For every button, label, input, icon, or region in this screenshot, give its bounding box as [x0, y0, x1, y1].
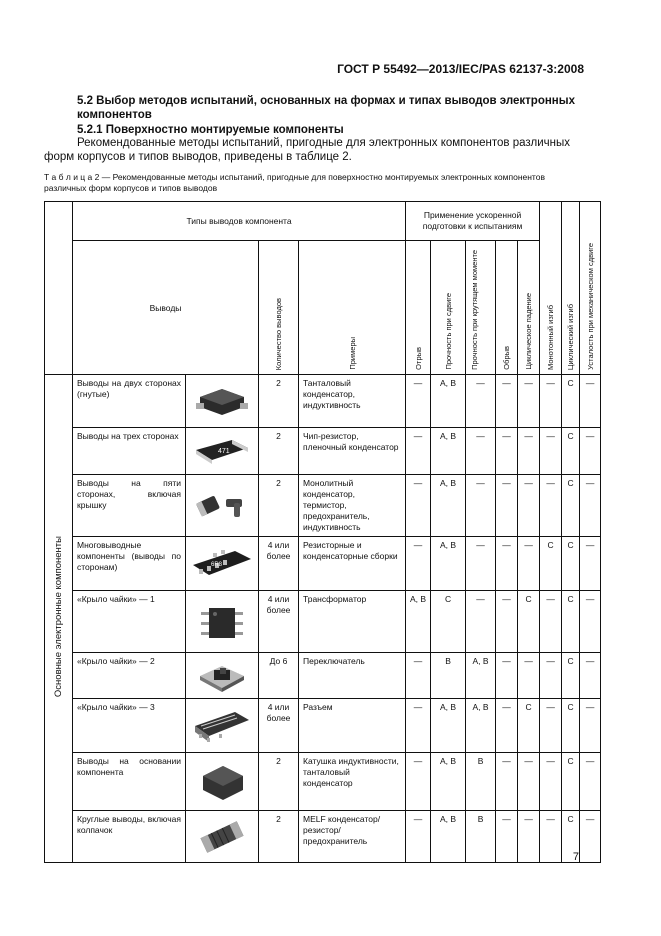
method-cell: — [406, 375, 431, 428]
method-cell: — [496, 375, 518, 428]
method-cell: C [540, 537, 562, 591]
table-row [45, 475, 601, 537]
group-label: Основные электронные компоненты [53, 535, 64, 698]
switch-icon [186, 656, 258, 696]
method-cell: — [580, 753, 601, 811]
method-cell: C [562, 537, 580, 591]
accelerated-prep-header: Применение ускоренной подготовки к испытаниям [406, 202, 540, 241]
header-cyclic-bend: Циклический изгиб [566, 303, 576, 370]
lead-type-cell: «Крыло чайки» — 1 [73, 591, 186, 653]
example-cell: Переключатель [299, 653, 406, 699]
lead-types-header: Типы выводов компонента [73, 202, 406, 241]
method-cell: — [406, 653, 431, 699]
method-cell: — [540, 653, 562, 699]
method-cell: — [406, 753, 431, 811]
example-cell: MELF конденсатор/резистор/предохранитель [299, 811, 406, 863]
test-methods-table [44, 201, 601, 863]
example-cell: Катушка индуктивности, танталовый конденсатор [299, 753, 406, 811]
lead-count-cell: 2 [259, 475, 299, 537]
method-cell: — [496, 811, 518, 863]
method-cell: — [466, 591, 496, 653]
section-heading-5-2: 5.2 Выбор методов испытаний, основанных на формах и типах выводов электронных компонентов [77, 95, 575, 121]
lead-type-cell: Многовыводные компоненты (выводы по сторонам) [73, 537, 186, 591]
chip-resistor-icon [186, 436, 258, 466]
method-cell: C [562, 475, 580, 537]
header-examples: Примеры [347, 337, 357, 370]
method-cell: B [466, 753, 496, 811]
method-cell: C [431, 591, 466, 653]
tantalum-capacitor-icon [186, 383, 258, 419]
method-cell: C [562, 653, 580, 699]
table-row [45, 375, 601, 428]
lead-count-cell: 2 [259, 811, 299, 863]
lead-type-cell: «Крыло чайки» — 3 [73, 699, 186, 753]
table-row [45, 537, 601, 591]
method-cell: — [466, 537, 496, 591]
method-cell: — [496, 699, 518, 753]
lead-count-cell: 4 или более [259, 537, 299, 591]
method-cell: A, B [431, 811, 466, 863]
leads-header: Выводы [73, 241, 259, 375]
method-cell: — [540, 475, 562, 537]
method-cell: — [496, 537, 518, 591]
method-cell: — [518, 375, 540, 428]
example-cell: Трансформатор [299, 591, 406, 653]
lead-count-cell: 4 или более [259, 699, 299, 753]
method-cell: — [580, 428, 601, 475]
lead-count-cell: 2 [259, 375, 299, 428]
lead-type-cell: «Крыло чайки» — 2 [73, 653, 186, 699]
corner-cell [45, 202, 73, 375]
method-cell: A, B [431, 699, 466, 753]
method-cell: A, B [466, 653, 496, 699]
header-peel: Отрыв [413, 347, 423, 370]
intro-paragraph: Рекомендованные методы испытаний, пригодные для электронных компонентов различных форм корпусов и типов выводов, приведены в таблице 2. [44, 137, 571, 163]
method-cell: A, B [431, 475, 466, 537]
lead-count-cell: 2 [259, 428, 299, 475]
method-cell: — [540, 428, 562, 475]
method-cell: — [518, 537, 540, 591]
table-row [45, 653, 601, 699]
method-cell: — [518, 753, 540, 811]
method-cell: — [406, 699, 431, 753]
lead-type-cell: Выводы на основании компонента [73, 753, 186, 811]
lead-count-cell: 4 или более [259, 591, 299, 653]
method-cell: — [518, 653, 540, 699]
method-cell: — [580, 375, 601, 428]
header-shear: Прочность при сдвиге [443, 293, 453, 370]
header-cyclic-drop: Циклическое падение [524, 293, 534, 370]
header-mech-shear-fatigue: Усталость при механическом сдвиге [585, 243, 595, 370]
method-cell: — [518, 811, 540, 863]
table-row [45, 753, 601, 811]
table-caption: Т а б л и ц а 2 — Рекомендованные методы испытаний, пригодные для поверхностно монтируемых электронных компонентов различных форм корпусов и типов выводов [44, 172, 545, 193]
method-cell: A, B [431, 753, 466, 811]
method-cell: — [540, 591, 562, 653]
gull-wing-transformer-icon [186, 598, 258, 646]
page-number: 7 [572, 851, 579, 863]
method-cell: — [406, 475, 431, 537]
lead-type-cell: Круглые выводы, включая колпачок [73, 811, 186, 863]
method-cell: — [496, 753, 518, 811]
method-cell: — [496, 475, 518, 537]
method-cell: C [562, 591, 580, 653]
method-cell: — [406, 537, 431, 591]
method-cell: C [518, 699, 540, 753]
lead-count-cell: До 6 [259, 653, 299, 699]
example-cell: Танталовый конденсатор, индуктивность [299, 375, 406, 428]
method-cell: — [496, 653, 518, 699]
lead-type-cell: Выводы на двух сторонах (гнутые) [73, 375, 186, 428]
method-cell: C [562, 753, 580, 811]
table-row [45, 428, 601, 475]
table-row [45, 811, 601, 863]
example-cell: Чип-резистор, пленочный конденсатор [299, 428, 406, 475]
method-cell: — [518, 475, 540, 537]
method-cell: — [580, 537, 601, 591]
connector-icon [186, 706, 258, 746]
example-cell: Разъем [299, 699, 406, 753]
method-cell: C [562, 428, 580, 475]
method-cell: C [562, 699, 580, 753]
table-row [45, 699, 601, 753]
method-cell: C [562, 375, 580, 428]
inductor-coil-icon [186, 760, 258, 804]
method-cell: — [406, 811, 431, 863]
method-cell: — [518, 428, 540, 475]
method-cell: B [466, 811, 496, 863]
example-cell: Монолитный конденсатор, термистор, предохранитель, индуктивность [299, 475, 406, 537]
method-cell: — [540, 753, 562, 811]
lead-type-cell: Выводы на пяти сторонах, включая крышку [73, 475, 186, 537]
method-cell: — [580, 653, 601, 699]
method-cell: — [580, 475, 601, 537]
method-cell: — [540, 811, 562, 863]
header-pull: Обрыв [502, 346, 512, 370]
method-cell: A, B [406, 591, 431, 653]
method-cell: — [580, 811, 601, 863]
method-cell: A, B [431, 428, 466, 475]
header-mono-bend: Монотонный изгиб [546, 305, 556, 370]
method-cell: B [431, 653, 466, 699]
method-cell: A, B [431, 375, 466, 428]
header-torque: Прочность при крутящем моменте [469, 250, 479, 370]
method-cell: — [540, 699, 562, 753]
method-cell: — [580, 591, 601, 653]
method-cell: A, B [431, 537, 466, 591]
method-cell: A, B [466, 699, 496, 753]
lead-count-cell: 2 [259, 753, 299, 811]
lead-type-cell: Выводы на трех сторонах [73, 428, 186, 475]
resistor-array-icon [186, 547, 258, 581]
method-cell: — [466, 475, 496, 537]
section-heading-5-2-1: 5.2.1 Поверхностно монтируемые компоненты [77, 124, 344, 136]
melf-icon [186, 817, 258, 857]
table-row [45, 591, 601, 653]
method-cell: — [496, 428, 518, 475]
method-cell: — [406, 428, 431, 475]
method-cell: C [562, 811, 580, 863]
monolithic-capacitor-icon [186, 489, 258, 523]
standard-header: ГОСТ Р 55492—2013/IEC/PAS 62137-3:2008 [337, 62, 584, 76]
header-lead-count: Количество выводов [274, 297, 283, 370]
method-cell: — [466, 375, 496, 428]
example-cell: Резисторные и конденсаторные сборки [299, 537, 406, 591]
method-cell: — [496, 591, 518, 653]
method-cell: — [540, 375, 562, 428]
method-cell: C [518, 591, 540, 653]
method-cell: — [466, 428, 496, 475]
method-cell: — [580, 699, 601, 753]
svg-text:471: 471 [218, 448, 230, 455]
svg-text:6R8: 6R8 [211, 561, 223, 568]
